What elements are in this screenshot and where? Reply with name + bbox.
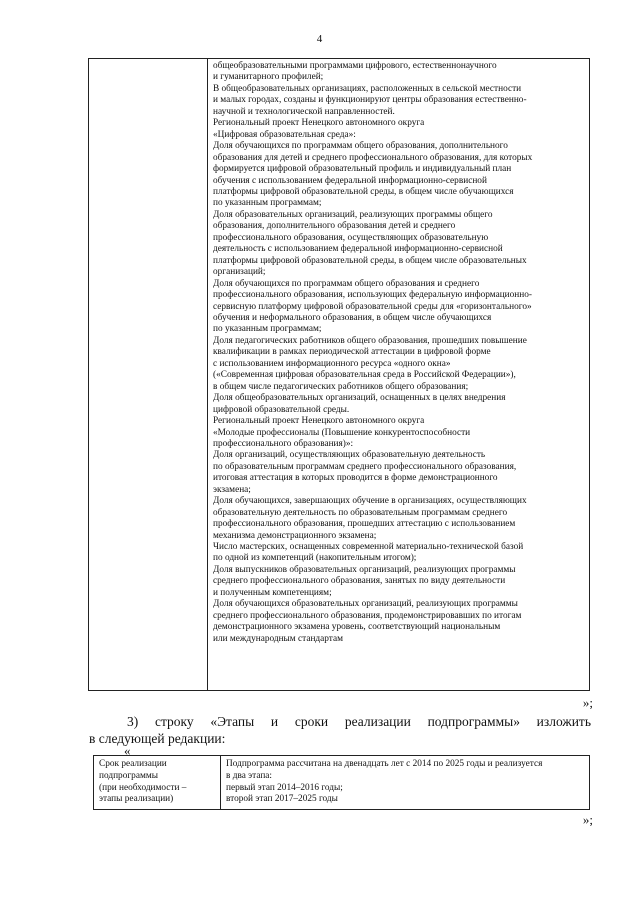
text-line: образовательную деятельность по образовательным программам среднего: [213, 507, 508, 518]
text-line: обучения с использованием федеральной информационно-сервисной: [213, 175, 487, 186]
stages-table: [93, 755, 590, 810]
amendment-paragraph: [89, 713, 591, 747]
text-line: Доля выпускников образовательных организаций, реализующих программы: [213, 564, 516, 575]
text-line: Доля обучающихся по программам общего образования, дополнительного: [213, 141, 508, 152]
text-line: образования, дополнительного образования детей и среднего: [213, 221, 456, 232]
text-line: механизма демонстрационного экзамена;: [213, 530, 377, 541]
text-line: профессионального образования, прошедших аттестацию с использованием: [213, 519, 516, 530]
text-line: среднего профессионального образования, продемонстрировавших по итогам: [213, 610, 522, 621]
text-line: по указанным программам;: [213, 324, 322, 335]
text-line: платформы цифровой образовательной среды, в общем числе обучающихся: [213, 186, 514, 197]
text-line: образования для детей и среднего профессионального образования, для которых: [213, 152, 533, 163]
text-line: Региональный проект Ненецкого автономного округа: [213, 118, 425, 129]
text-line: демонстрационного экзамена уровень, соответствующий национальным: [213, 622, 501, 633]
text-line: «Цифровая образовательная среда»:: [213, 129, 356, 140]
text-line: экзамена;: [213, 484, 251, 495]
text-line: Доля педагогических работников общего образования, прошедших повышение: [213, 335, 527, 346]
text-line: Подпрограмма рассчитана на двенадцать лет с 2014 по 2025 годы и реализуется: [226, 759, 543, 769]
stages-value-cell: [226, 759, 588, 806]
text-line: деятельность с использованием федеральной информационно-сервисной: [213, 244, 503, 255]
page-number: 4: [316, 33, 323, 45]
text-line: (при необходимости –: [99, 782, 187, 793]
text-line: и полученным компетенциям;: [213, 587, 332, 598]
text-line: сервисную платформу цифровой образовательной среды для «горизонтального»: [213, 301, 532, 312]
text-line: Доля образовательных организаций, реализующих программы общего: [213, 209, 493, 220]
text-line: этапы реализации): [99, 794, 174, 805]
text-line: научной и технологической направленностей.: [213, 106, 395, 117]
text-line: квалификации в рамках периодической аттестации в цифровой форме: [213, 347, 491, 358]
text-line: Доля организаций, осуществляющих образовательную деятельность: [213, 450, 486, 461]
indicators-table: [88, 58, 590, 691]
text-line: с использованием информационного ресурса «одного окна»: [213, 358, 451, 369]
stages-label-cell: [99, 759, 219, 806]
text-line: Доля обучающихся образовательных организаций, реализующих программы: [213, 599, 518, 610]
closing-quote: »;: [582, 695, 593, 710]
paragraph-line: в следующей редакции:: [89, 731, 226, 746]
text-line: обучения и неформального образования, в общем числе обучающихся: [213, 312, 492, 323]
indicators-cell: [213, 61, 589, 645]
text-line: первый этап 2014–2016 годы;: [226, 782, 343, 793]
text-line: формируется цифровой образовательный профиль и индивидуальный план: [213, 164, 512, 175]
text-line: по образовательным программам среднего профессионального образования,: [213, 461, 517, 472]
text-line: профессионального образования, использующих федеральную информационно-: [213, 290, 533, 301]
text-line: Доля обучающихся по программам общего образования и среднего: [213, 278, 480, 289]
text-line: и гуманитарного профилей;: [213, 72, 324, 83]
text-line: в два этапа:: [226, 770, 273, 781]
text-line: Срок реализации: [99, 759, 167, 769]
paragraph-line: 3) строку «Этапы и сроки реализации подпрограммы» изложить: [127, 714, 591, 729]
text-line: по указанным программам;: [213, 198, 322, 209]
text-line: и малых городах, созданы и функционируют центры образования естественно-: [213, 95, 527, 106]
text-line: платформы цифровой образовательной среды, в общем числе образовательных: [213, 255, 527, 266]
text-line: по одной из компетенций (накопительным итогом);: [213, 553, 417, 564]
text-line: организаций;: [213, 267, 266, 278]
text-line: Доля общеобразовательных организаций, оснащенных в целях внедрения: [213, 393, 506, 404]
opening-quote: «: [124, 743, 131, 758]
text-line: цифровой образовательной среды.: [213, 404, 350, 415]
text-line: В общеобразовательных организациях, расположенных в сельской местности: [213, 83, 522, 94]
text-line: Доля обучающихся, завершающих обучение в организациях, осуществляющих: [213, 496, 527, 507]
text-line: Региональный проект Ненецкого автономного округа: [213, 416, 425, 427]
text-line: подпрограммы: [99, 770, 158, 781]
text-line: в общем числе педагогических работников общего образования;: [213, 381, 469, 392]
closing-quote: »;: [582, 812, 593, 827]
text-line: среднего профессионального образования, занятых по виду деятельности: [213, 576, 506, 587]
text-line: или международным стандартам: [213, 633, 343, 644]
text-line: Число мастерских, оснащенных современной материально-технической базой: [213, 542, 524, 553]
column-divider: [220, 756, 221, 809]
text-line: общеобразовательными программами цифрового, естественнонаучного: [213, 61, 497, 71]
text-line: профессионального образования, осуществляющих образовательную: [213, 232, 489, 243]
text-line: профессионального образования)»:: [213, 438, 354, 449]
text-line: «Молодые профессионалы (Повышение конкурентоспособности: [213, 427, 471, 438]
column-divider: [207, 59, 208, 690]
text-line: второй этап 2017–2025 годы: [226, 794, 338, 805]
text-line: («Современная цифровая образовательная среда в Российской Федерации»),: [213, 370, 516, 381]
text-line: итоговая аттестация в которых проводится в форме демонстрационного: [213, 473, 498, 484]
